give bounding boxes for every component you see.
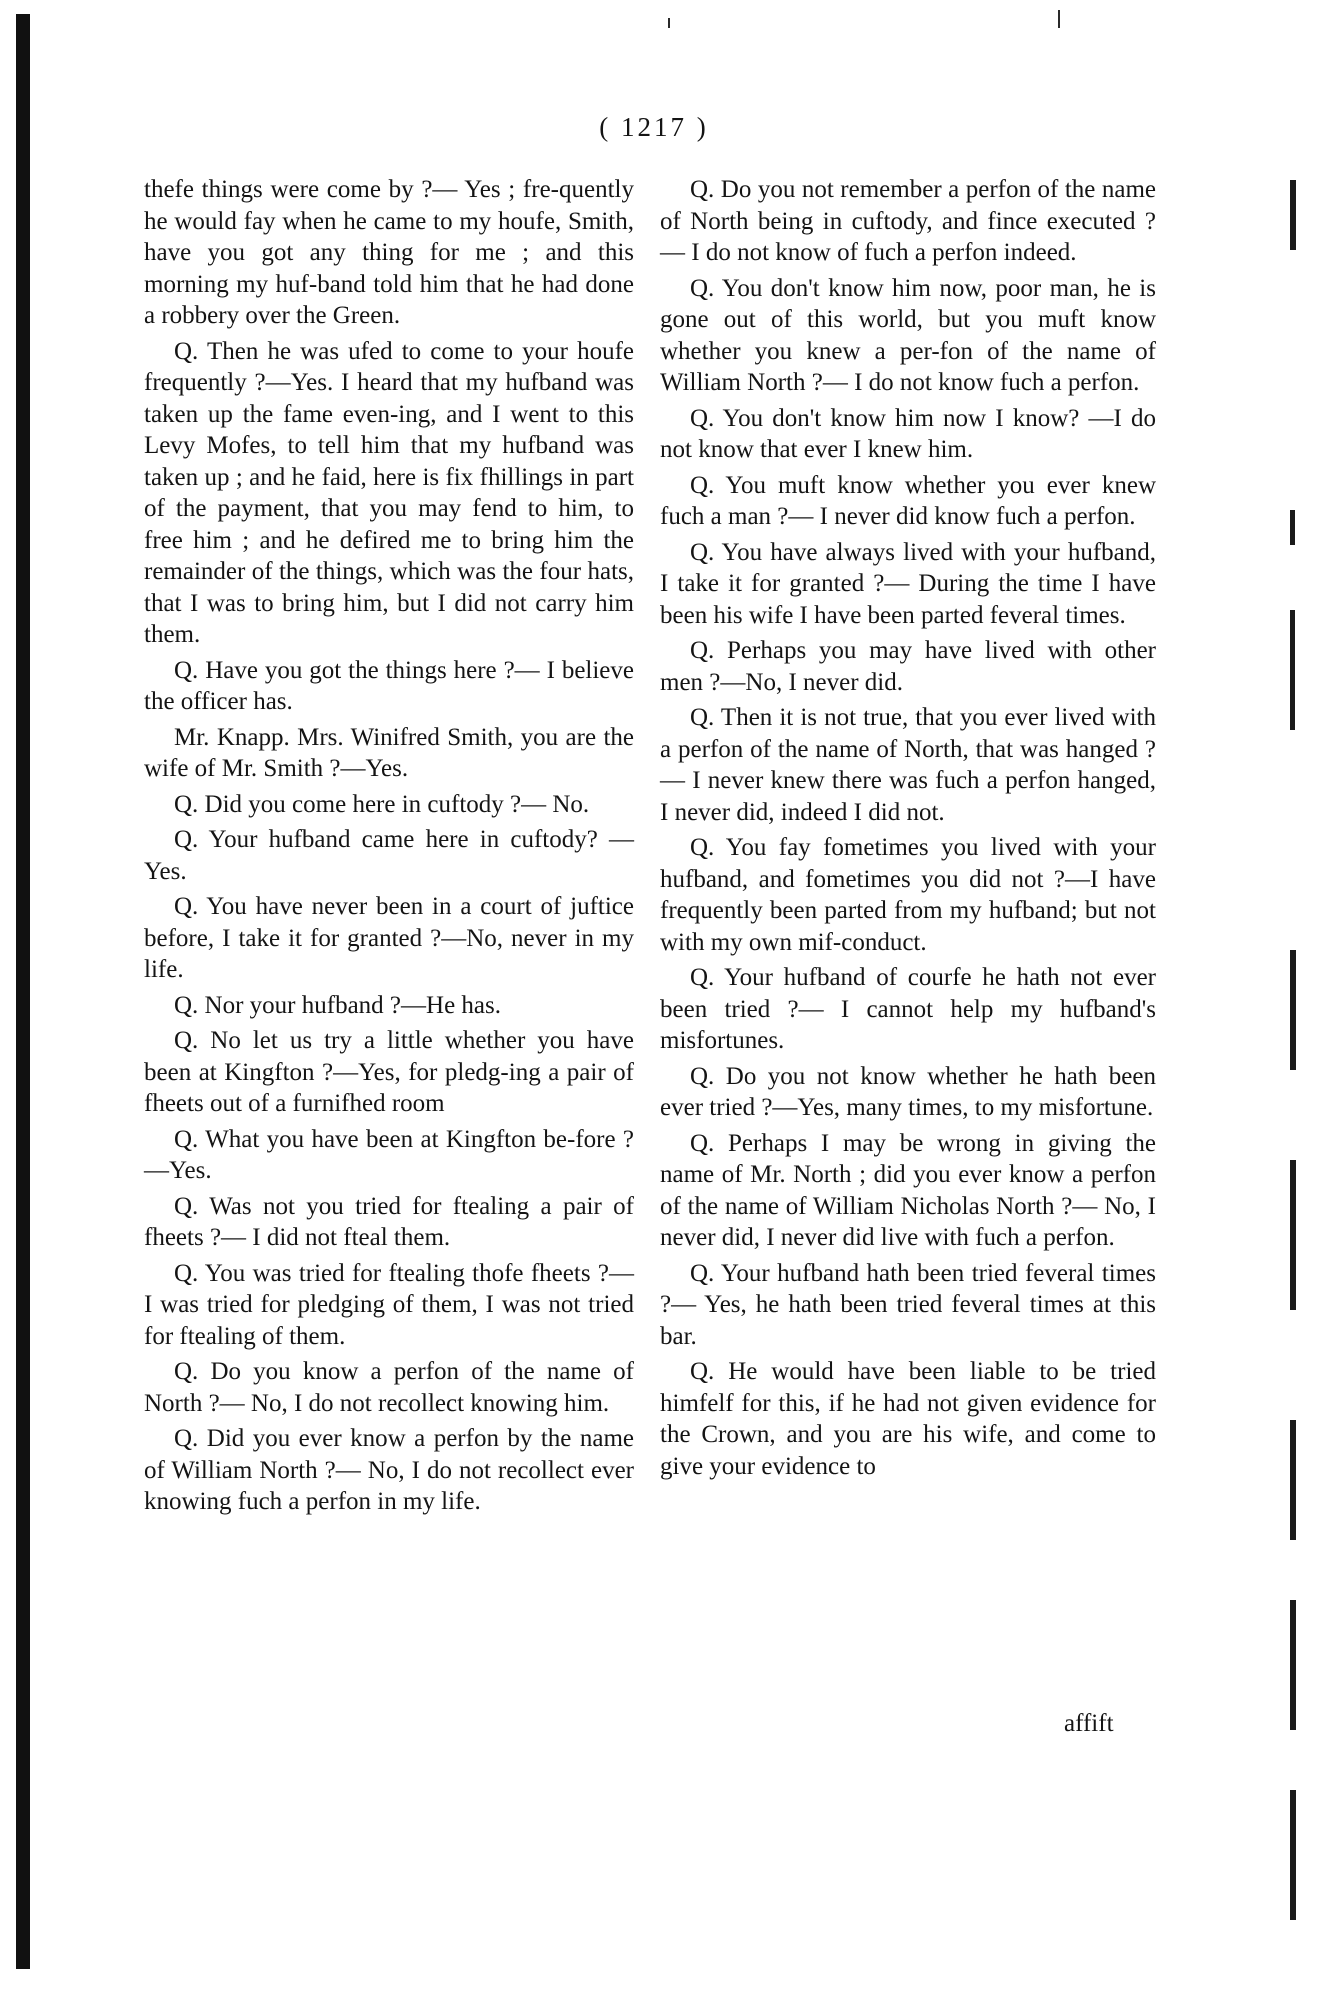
paragraph: Q. Was not you tried for ftealing a pair of fheets ?— I did not fteal them. (144, 1192, 634, 1251)
page-number: ( 1217 ) (599, 112, 709, 142)
paragraph: Q. Perhaps you may have lived with other men ?—No, I never did. (660, 637, 1156, 696)
paragraph: Q. Do you not know whether he hath been ever tried ?—Yes, many times, to my misfortune. (660, 1062, 1156, 1121)
paragraph: Q. Perhaps I may be wrong in giving the name of Mr. North ; did you ever know a perfon of the name of William Nicholas North ?— No, I never did, I never did live with fuch a perfon. (660, 1129, 1156, 1251)
paragraph: Q. You have always lived with your hufband, I take it for granted ?— During the time I have been his wife I have been parted feveral times. (660, 538, 1156, 629)
scan-edge-mark (1290, 180, 1296, 250)
paragraph: Q. You was tried for ftealing thofe fheets ?— I was tried for pledging of them, I was not tried for ftealing of them. (144, 1259, 634, 1350)
paragraph: Q. Nor your hufband ?—He has. (174, 991, 502, 1019)
paragraph: Q. No let us try a little whether you have been at Kingfton ?—Yes, for pledg-ing a pair of fheets out of a furnifhed room (144, 1027, 634, 1117)
scan-binding-edge (16, 14, 30, 1969)
scan-edge-mark (1290, 610, 1295, 730)
text-column-right (660, 174, 1156, 1486)
paragraph: Q. Your hufband hath been tried feveral times ?— Yes, he hath been tried feveral times at this bar. (660, 1259, 1156, 1350)
scan-edge-mark (1290, 1600, 1296, 1730)
paragraph: Q. Did you come here in cuftody ?— No. (174, 790, 590, 818)
scan-speck (1058, 10, 1060, 28)
scan-edge-mark (1290, 510, 1295, 545)
paragraph: Q. Then he was ufed to come to your houfe frequently ?—Yes. I heard that my hufband was taken up the fame even-ing, and I went to this Levy Mofes, to tell him that my hufband was taken up ; and he faid, here is fix fhillings in part of the payment, that you may fend to him, to free him ; and he defired me to bring him the remainder of the things, which was the four hats, that I was to bring him, but I did not carry him them. (144, 337, 634, 648)
paragraph: thefe things were come by ?— Yes ; fre-quently he would fay when he came to my houfe, Smith, have you got any thing for me ; and this morning my huf-band told him that he had done a robbery over the Green. (144, 176, 634, 329)
catchword: affift (1064, 1710, 1114, 1737)
paragraph: Q. He would have been liable to be tried himfelf for this, if he had not given evidence for the Crown, and you are his wife, and come to give your evidence to (660, 1358, 1156, 1480)
paragraph: Q. You muft know whether you ever knew fuch a man ?— I never did know fuch a perfon. (660, 471, 1156, 530)
text-column-left (144, 174, 634, 1522)
paragraph: Q. You don't know him now, poor man, he is gone out of this world, but you muft know whether you knew a per-fon of the name of William North ?— I do not know fuch a perfon. (660, 274, 1156, 396)
paragraph: Q. Your hufband came here in cuftody? —Yes. (144, 826, 634, 885)
scan-edge-mark (1290, 1160, 1296, 1310)
scan-speck (668, 18, 670, 28)
scan-edge-mark (1290, 950, 1296, 1070)
paragraph: Q. Then it is not true, that you ever lived with a perfon of the name of North, that was hanged ?— I never knew there was fuch a perfon hanged, I never did, indeed I did not. (660, 704, 1156, 826)
paragraph: Q. Did you ever know a perfon by the name of William North ?— No, I do not recollect ever knowing fuch a perfon in my life. (144, 1425, 634, 1515)
paragraph: Q. Your hufband of courfe he hath not ever been tried ?— I cannot help my hufband's misfortunes. (660, 964, 1156, 1054)
paragraph: Q. What you have been at Kingfton be-fore ?—Yes. (144, 1125, 634, 1184)
paragraph: Q. You don't know him now I know? —I do not know that ever I knew him. (660, 404, 1156, 463)
scan-edge-mark (1290, 1790, 1296, 1920)
paragraph: Q. You have never been in a court of juftice before, I take it for granted ?—No, never in my life. (144, 893, 634, 983)
paragraph: Q. You fay fometimes you lived with your hufband, and fometimes you did not ?—I have frequently been parted from my hufband; but not with my own mif-conduct. (660, 834, 1156, 956)
scan-edge-mark (1290, 1420, 1296, 1540)
paragraph: Q. Do you know a perfon of the name of North ?— No, I do not recollect knowing him. (144, 1358, 634, 1417)
paragraph: Q. Do you not remember a perfon of the name of North being in cuftody, and fince executed ?— I do not know of fuch a perfon indeed. (660, 176, 1156, 266)
paragraph: Mr. Knapp. Mrs. Winifred Smith, you are the wife of Mr. Smith ?—Yes. (144, 723, 634, 782)
paragraph: Q. Have you got the things here ?— I believe the officer has. (144, 656, 634, 715)
